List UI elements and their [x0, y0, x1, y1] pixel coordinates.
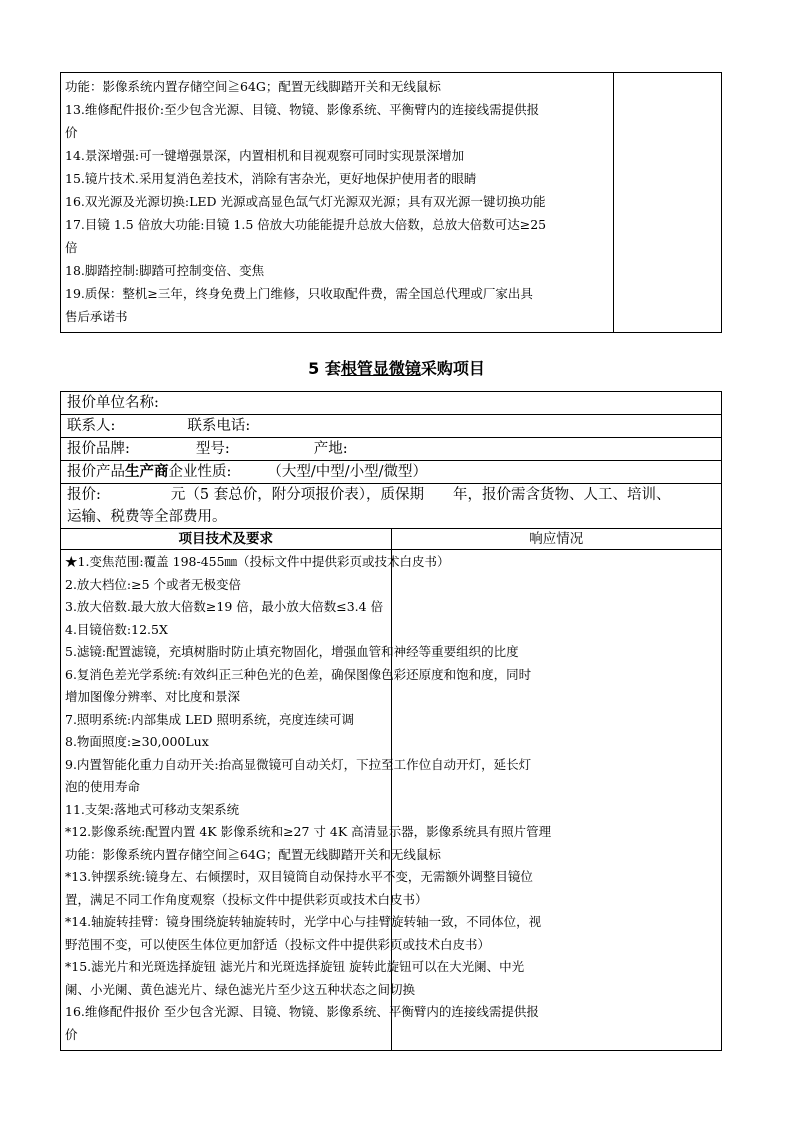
requirements-cell — [61, 550, 552, 1051]
procurement-table — [60, 391, 722, 1051]
table-row — [61, 484, 722, 529]
contact-row — [61, 415, 722, 438]
table-row — [61, 461, 722, 484]
list-item: 4.目镜倍数:12.5X — [65, 621, 168, 637]
producer-prefix: 报价产品 — [67, 464, 125, 480]
list-item: 8.物面照度:≥30,000Lux — [65, 734, 209, 749]
list-item: 置，满足不同工作角度观察（投标文件中提供彩页或技术白皮书） — [65, 891, 428, 907]
list-item: 增加图像分辨率、对比度和景深 — [65, 689, 241, 704]
list-item: 6.复消色差光学系统:有效纠正三种色光的色差，确保图像色彩还原度和饱和度，同时 — [65, 666, 532, 682]
producer-row — [61, 461, 722, 484]
table-row — [61, 550, 722, 1051]
list-item: 价 — [65, 1026, 78, 1042]
list-item: 18.脚踏控制:脚踏可控制变倍、变焦 — [65, 263, 265, 278]
list-item: 3.放大倍数.最大放大倍数≥19 倍，最小放大倍数≤3.4 倍 — [65, 599, 384, 614]
list-item: 16.双光源及光源切换:LED 光源或高显色氙气灯光源双光源；具有双光源一键切换功能 — [65, 194, 546, 209]
producer-suffix: 企业性质: — [168, 464, 232, 480]
phone-label: 联系电话: — [187, 418, 251, 434]
table-row — [61, 392, 722, 415]
list-item: 2.放大档位:≥5 个或者无极变倍 — [65, 576, 242, 592]
table-row — [61, 415, 722, 438]
list-item: 9.内置智能化重力自动开关:抬高显微镜可自动关灯，下拉至工作位自动开灯，延长灯 — [65, 756, 532, 772]
origin-label: 产地: — [313, 441, 348, 457]
list-item: 13.维修配件报价:至少包含光源、目镜、物镜、影像系统、平衡臂内的连接线需提供报 — [65, 102, 540, 117]
table-row — [61, 438, 722, 461]
quote-unit-row — [61, 392, 722, 415]
requirements-list — [65, 75, 609, 328]
list-item: 16.维修配件报价 至少包含光源、目镜、物镜、影像系统、平衡臂内的连接线需提供报 — [65, 1004, 539, 1019]
list-item: 售后承诺书 — [65, 309, 128, 324]
list-item: 11.支架:落地式可移动支架系统 — [65, 801, 240, 817]
response-header: 响应情况 — [391, 529, 722, 550]
list-item: ★1.变焦范围:覆盖 198-455㎜（投标文件中提供彩页或技术白皮书） — [65, 554, 450, 569]
list-item: 功能：影像系统内置存储空间≧64G；配置无线脚踏开关和无线鼠标 — [65, 846, 441, 862]
requirements-list — [65, 551, 552, 1046]
model-label: 型号: — [195, 441, 230, 457]
price-line-2: 运输、税费等全部费用。 — [67, 509, 227, 525]
title-underlined: 根管显微镜 — [340, 359, 421, 378]
list-item: 15.镜片技术.采用复消色差技术，消除有害杂光，更好地保护使用者的眼睛 — [65, 171, 477, 186]
list-item: *12.影像系统:配置内置 4K 影像系统和≥27 寸 4K 高清显示器，影像系统具有照片管理 — [65, 824, 552, 839]
price-label: 报价: — [67, 487, 101, 503]
table-header-row — [61, 529, 722, 550]
response-cell — [391, 550, 722, 1051]
requirements-header: 项目技术及要求 — [61, 529, 392, 550]
price-line-1-rest: 元（5 套总价，附分项报价表），质保期 年，报价需含货物、人工、培训、 — [170, 487, 671, 503]
producer-options: （大型/中型/小型/微型） — [267, 464, 428, 480]
price-row — [61, 484, 722, 529]
list-item: 功能：影像系统内置存储空间≧64G；配置无线脚踏开关和无线鼠标 — [65, 79, 441, 94]
title-prefix: 5 套 — [308, 359, 341, 378]
table-row — [61, 73, 722, 333]
brand-label: 报价品牌: — [67, 441, 130, 457]
list-item: 17.目镜 1.5 倍放大功能:目镜 1.5 倍放大功能能提升总放大倍数，总放大倍数可达≥25 — [65, 217, 547, 232]
title-suffix: 采购项目 — [420, 359, 485, 378]
brand-row — [61, 438, 722, 461]
contact-label: 联系人: — [67, 418, 116, 434]
price-line-1 — [67, 484, 715, 506]
producer-bold: 生产商 — [125, 463, 169, 480]
page-title — [0, 357, 793, 381]
list-item: *14.轴旋转挂臂：镜身围绕旋转轴旋转时，光学中心与挂臂旋转轴一致，不同体位，视 — [65, 914, 542, 929]
list-item: 野范围不变，可以使医生体位更加舒适（投标文件中提供彩页或技术白皮书） — [65, 936, 491, 952]
quote-unit-label: 报价单位名称: — [67, 395, 159, 411]
list-item: 泡的使用寿命 — [65, 779, 141, 794]
requirements-cell — [61, 73, 614, 333]
list-item: 阑、小光阑、黄色滤光片、绿色滤光片至少这五种状态之间切换 — [65, 981, 416, 997]
list-item: 14.景深增强:可一键增强景深，内置相机和目视观察可同时实现景深增加 — [65, 148, 465, 163]
list-item: 19.质保：整机≥三年，终身免费上门维修，只收取配件费，需全国总代理或厂家出具 — [65, 286, 533, 301]
list-item: 价 — [65, 125, 78, 140]
list-item: *15.滤光片和光斑选择旋钮 滤光片和光斑选择旋钮 旋转此旋钮可以在大光阑、中光 — [65, 959, 525, 974]
response-cell — [614, 73, 722, 333]
list-item: 5.滤镜:配置滤镜，充填树脂时防止填充物固化，增强血管和神经等重要组织的比度 — [65, 644, 519, 659]
list-item: 倍 — [65, 240, 78, 255]
list-item: *13.钟摆系统:镜身左、右倾摆时，双目镜筒自动保持水平不变，无需额外调整目镜位 — [65, 869, 533, 884]
continued-requirements-table — [60, 72, 722, 333]
list-item: 7.照明系统:内部集成 LED 照明系统，亮度连续可调 — [65, 711, 355, 727]
